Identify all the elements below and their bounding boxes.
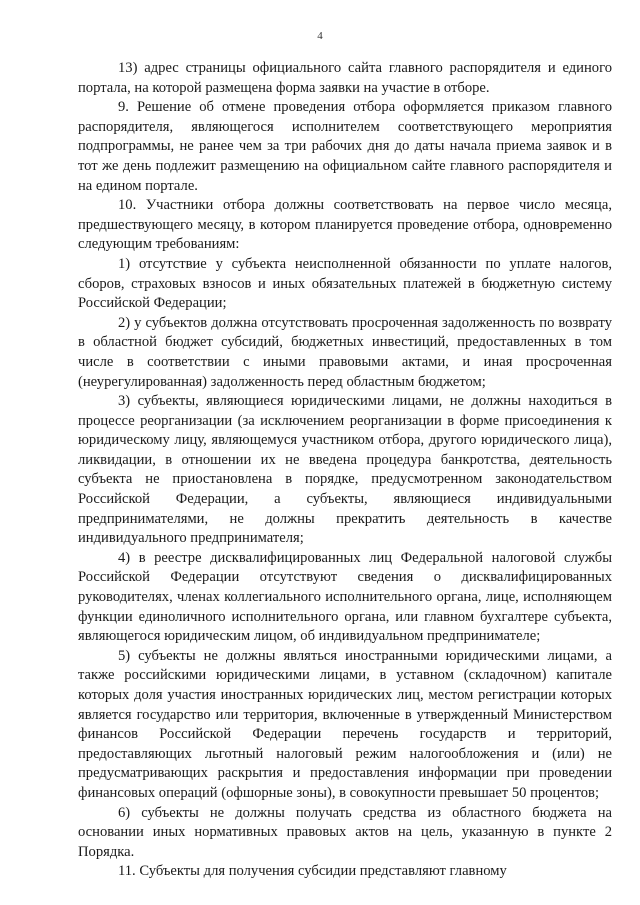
requirement-4: 4) в реестре дисквалифицированных лиц Федеральной налоговой службы Российской Федерации отсутствуют сведения о дисквалифицированных руководителях, членах коллегиального исполнительного органа, лице, исполняющем функции единоличного исполнительного органа, или главном бухгалтере субъекта, являющегося юридическим лицом, об индивидуальном предпринимателе; [78,549,612,645]
requirement-3: 3) субъекты, являющиеся юридическими лицами, не должны находиться в процессе реорганизации (за исключением реорганизации в форме присоединения к юридическому лицу, являющемуся участником отбора, другого юридического лица), ликвидации, в отношении их не введена процедура банкротства, деятельность субъекта не приостановлена в порядке, предусмотренном законодательством Российской Федерации, а субъекты, являющиеся индивидуальными предпринимателями, не должны прекратить деятельность в качестве индивидуального предпринимателя; [78,393,612,547]
paragraph-9-cancellation: 9. Решение об отмене проведения отбора оформляется приказом главного распорядителя, являющегося исполнителем соответствующего мероприятия подпрограммы, не ранее чем за три рабочих дня до даты начала приема заявок и в тот же день подлежит размещению на официальном сайте главного распорядителя и на едином портале. [78,99,612,194]
requirement-1: 1) отсутствие у субъекта неисполненной обязанности по уплате налогов, сборов, страховых взносов и иных обязательных платежей в бюджетную систему Российской Федерации; [78,255,612,312]
paragraph-item-13: 13) адрес страницы официального сайта главного распорядителя и единого портала, на которой размещена форма заявки на участие в отборе. [78,60,612,96]
page-number: 4 [317,30,323,42]
requirement-5: 5) субъекты не должны являться иностранными юридическими лицами, а также российскими юридическими лицами, в уставном (складочном) капитале которых доля участия иностранных юридических лиц, местом регистрации которых является государство или территория, включенные в утвержденный Министерством финансов Российской Федерации перечень государств и территорий, предоставляющих льготный налоговый режим налогообложения и (или) не предусматривающих раскрытия и предоставления информации при проведении финансовых операций (офшорные зоны), в совокупности превышает 50 процентов; [78,647,612,801]
paragraph-11-start: 11. Субъекты для получения субсидии представляют главному [118,863,507,880]
document-body [78,59,612,882]
requirement-2: 2) у субъектов должна отсутствовать просроченная задолженность по возврату в областной бюджет субсидий, бюджетных инвестиций, предоставленных в том числе в соответствии с иными правовыми актами, и иная просроченная (неурегулированная) задолженность перед областным бюджетом; [78,314,612,390]
paragraph-10-requirements: 10. Участники отбора должны соответствовать на первое число месяца, предшествующего месяцу, в котором планируется проведение отбора, одновременно следующим требованиям: [78,197,612,253]
requirement-6: 6) субъекты не должны получать средства из областного бюджета на основании иных нормативных правовых актов на цель, указанную в пункте 2 Порядка. [78,804,612,860]
